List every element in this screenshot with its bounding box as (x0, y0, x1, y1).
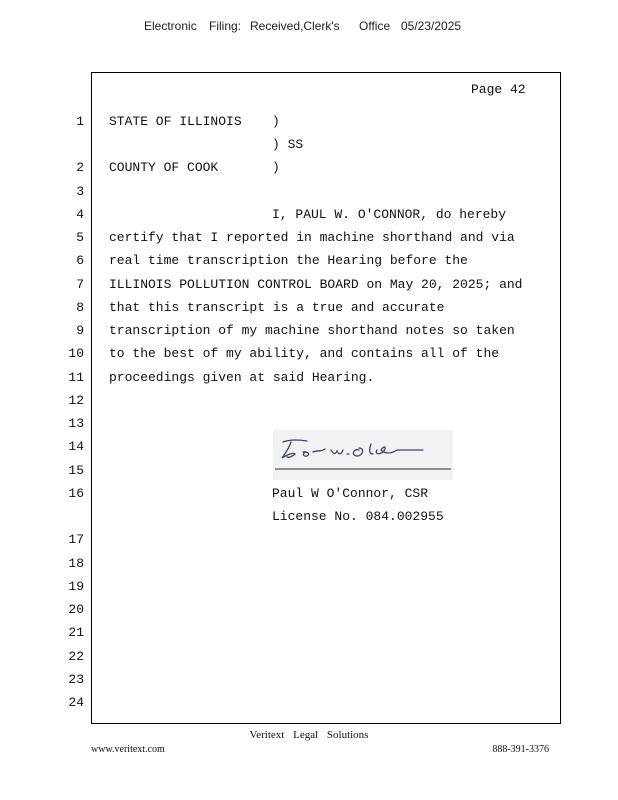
certificate-line: I, PAUL W. O'CONNOR, do hereby (272, 207, 507, 222)
caption-ss: ) SS (272, 137, 304, 152)
line-number: 1 (76, 114, 84, 129)
line-number: 18 (68, 556, 84, 571)
line-number: 15 (68, 463, 84, 478)
line-number: 7 (76, 277, 84, 292)
line-number: 5 (76, 230, 84, 245)
signature-graphic (273, 430, 453, 480)
line-number: 12 (68, 393, 84, 408)
reporter-license: License No. 084.002955 (272, 509, 444, 524)
line-number: 16 (68, 486, 84, 501)
line-number: 22 (68, 649, 84, 664)
line-number: 17 (68, 532, 84, 547)
line-number: 10 (68, 346, 84, 361)
caption-state: STATE OF ILLINOIS (109, 114, 242, 129)
line-number: 9 (76, 323, 84, 338)
reporter-name: Paul W O'Connor, CSR (272, 486, 429, 501)
footer-phone: 888-391-3376 (492, 744, 549, 755)
footer-website: www.veritext.com (91, 744, 165, 755)
caption-paren: ) (272, 114, 280, 129)
line-number: 20 (68, 602, 84, 617)
line-number: 19 (68, 579, 84, 594)
certificate-line: to the best of my ability, and contains all of the (109, 346, 500, 361)
certificate-line: transcription of my machine shorthand notes so taken (109, 323, 515, 338)
line-number: 13 (68, 416, 84, 431)
line-number: 3 (76, 184, 84, 199)
certificate-line: certify that I reported in machine shorthand and via (109, 230, 515, 245)
line-number: 8 (76, 300, 84, 315)
certificate-line: ILLINOIS POLLUTION CONTROL BOARD on May 20, 2025; and (109, 277, 523, 292)
caption-paren: ) (272, 160, 280, 175)
stamp-received: Received,Clerk's (250, 19, 340, 33)
handwritten-signature (273, 430, 453, 480)
line-number: 4 (76, 207, 84, 222)
line-number: 6 (76, 253, 84, 268)
line-number: 21 (68, 625, 84, 640)
footer-company: Veritext Legal Solutions (249, 729, 369, 741)
certificate-line: real time transcription the Hearing before the (109, 253, 468, 268)
page-number: Page 42 (471, 82, 526, 97)
line-number: 11 (68, 370, 84, 385)
stamp-office: Office (359, 19, 391, 33)
stamp-electronic: Electronic (144, 19, 197, 33)
line-number: 24 (68, 695, 84, 710)
line-number: 2 (76, 160, 84, 175)
certificate-line: proceedings given at said Hearing. (109, 370, 375, 385)
line-number: 23 (68, 672, 84, 687)
certificate-line: that this transcript is a true and accurate (109, 300, 445, 315)
caption-county: COUNTY OF COOK (109, 160, 219, 175)
stamp-filing: Filing: (209, 19, 242, 33)
line-number: 14 (68, 439, 84, 454)
stamp-date: 05/23/2025 (401, 19, 462, 33)
